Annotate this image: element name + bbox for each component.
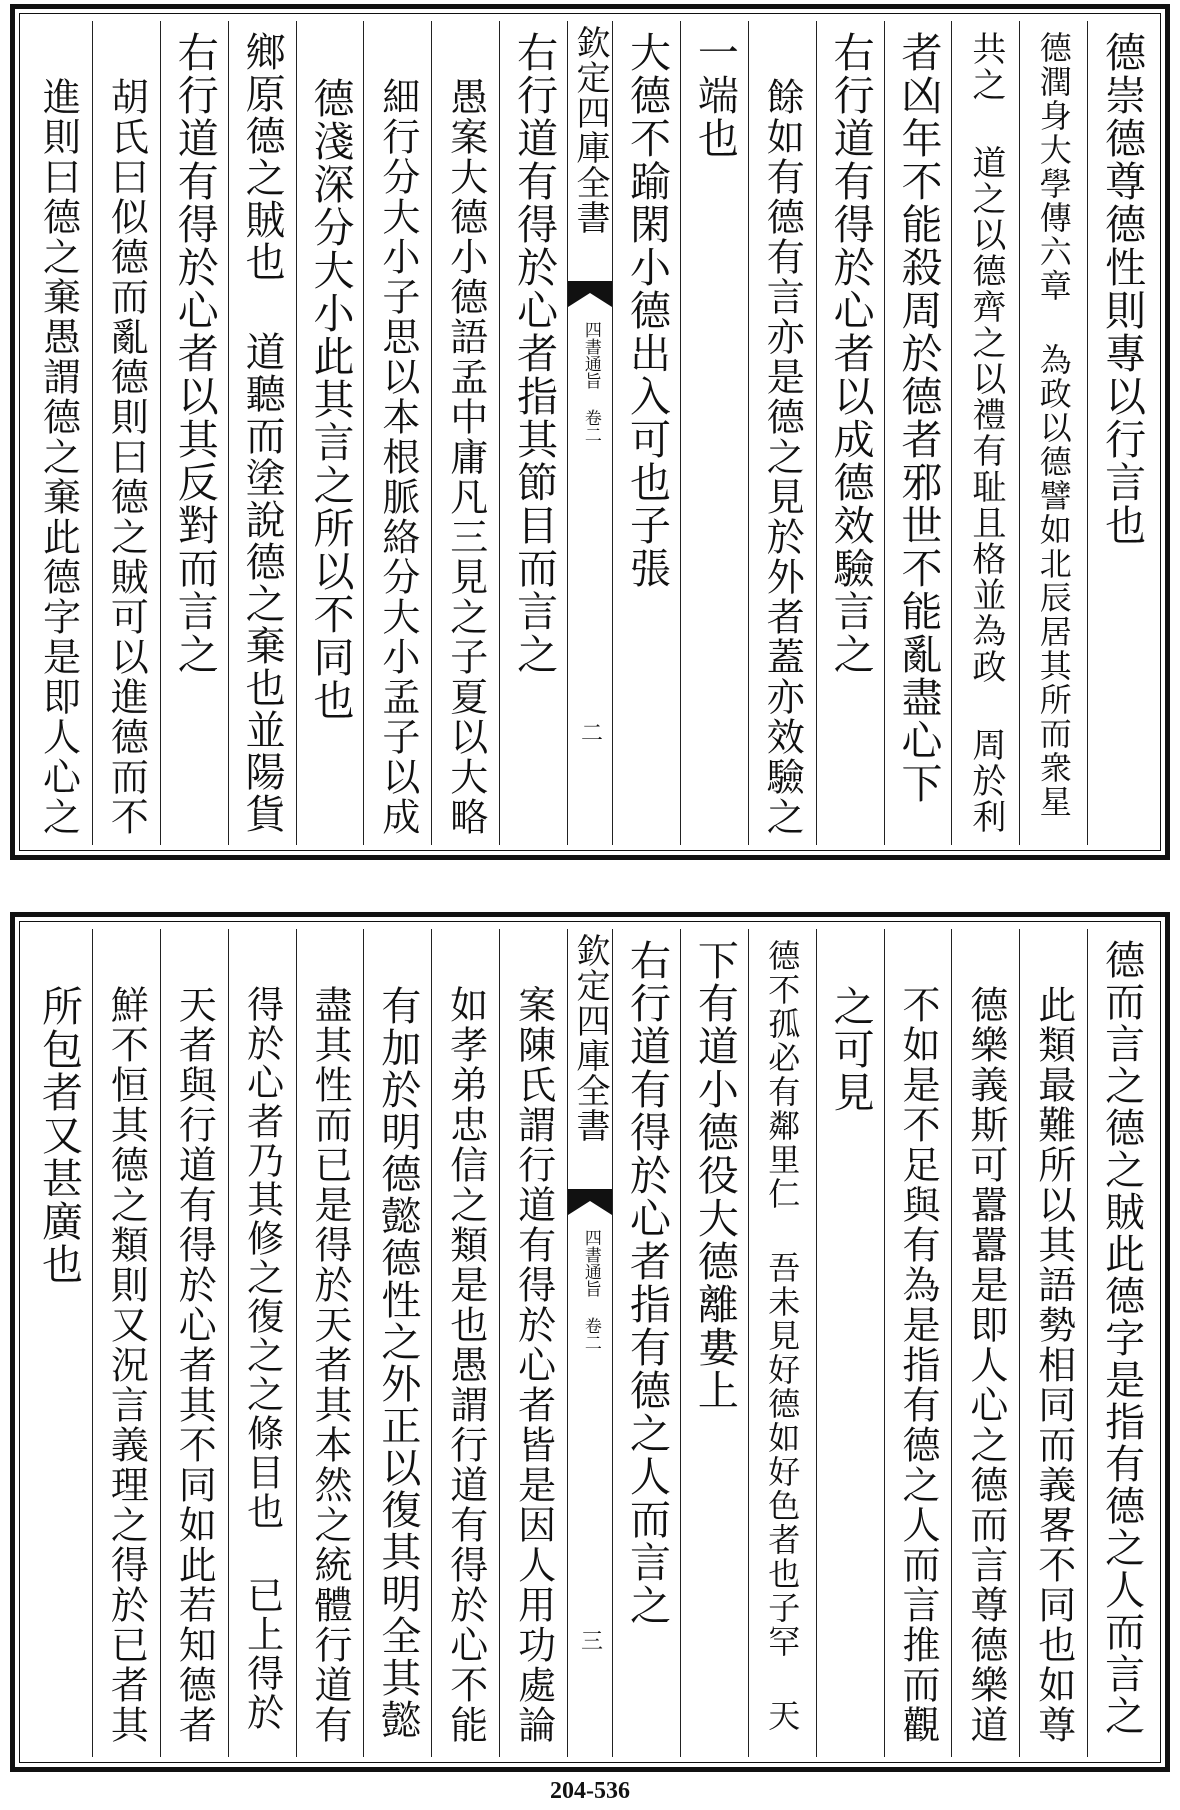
text-column xyxy=(612,21,680,845)
leaf-number: 二 xyxy=(577,721,603,743)
column-text: 一端也 xyxy=(690,31,739,160)
text-column xyxy=(296,21,364,845)
text-column xyxy=(680,929,748,1757)
book-title: 欽定四庫全書 xyxy=(570,25,610,235)
text-column xyxy=(296,929,364,1757)
center-fold xyxy=(567,929,612,1757)
text-column xyxy=(884,929,952,1757)
text-column xyxy=(1087,929,1155,1757)
text-column xyxy=(25,21,92,845)
text-column xyxy=(160,21,228,845)
column-text: 此類最難所以其語勢相同而義畧不同也如尊 xyxy=(1031,985,1076,1745)
text-column xyxy=(92,21,160,845)
column-text: 鮮不恒其德之類則又況言義理之得於已者其 xyxy=(104,985,149,1745)
bottom-page-columns xyxy=(25,929,1155,1757)
text-column xyxy=(748,929,816,1757)
text-column xyxy=(499,21,567,845)
fish-tail-mark-icon xyxy=(568,1189,612,1215)
column-text: 德而言之德之賊此德字是指有德之人而言之 xyxy=(1098,939,1145,1737)
text-column xyxy=(612,929,680,1757)
column-text: 盡其性而已是得於天者其本然之統體行道有 xyxy=(307,985,352,1745)
column-text: 德潤身大學傳六章 為政以德譬如北辰居其所而衆星 xyxy=(1034,31,1073,819)
text-column xyxy=(363,929,431,1757)
column-text: 得於心者乃其修之復之之條目也 已上得於 xyxy=(240,985,284,1732)
text-column xyxy=(25,929,92,1757)
text-column xyxy=(1019,21,1087,845)
column-text: 餘如有德有言亦是德之見於外者蓋亦效驗之 xyxy=(760,77,805,837)
text-column xyxy=(884,21,952,845)
column-text: 所包者又甚廣也 xyxy=(34,985,83,1286)
text-column xyxy=(92,929,160,1757)
text-column xyxy=(363,21,431,845)
text-column xyxy=(228,21,296,845)
text-column xyxy=(1019,929,1087,1757)
column-text: 如孝弟忠信之類是也愚謂行道有得於心不能 xyxy=(443,985,488,1745)
column-text: 下有道小德役大德離婁上 xyxy=(690,939,739,1412)
text-column xyxy=(951,929,1019,1757)
text-column xyxy=(431,21,499,845)
text-column xyxy=(816,929,884,1757)
column-text: 右行道有得於心者指其節目而言之 xyxy=(510,31,559,676)
text-column xyxy=(431,929,499,1757)
column-text: 天者與行道有得於心者其不同如此若知德者 xyxy=(172,985,217,1745)
text-column xyxy=(1087,21,1155,845)
column-text: 愚案大德小德語孟中庸凡三見之子夏以大略 xyxy=(443,77,488,837)
text-column xyxy=(499,929,567,1757)
book-title: 欽定四庫全書 xyxy=(570,933,610,1143)
top-page-columns xyxy=(25,21,1155,845)
column-text: 鄉原德之賊也 道聽而塗說德之棄也並陽貨 xyxy=(239,31,286,835)
column-text: 案陳氏謂行道有得於心者皆是因人用功處論 xyxy=(511,985,556,1745)
text-column xyxy=(160,929,228,1757)
text-column xyxy=(816,21,884,845)
column-text: 右行道有得於心者以其反對而言之 xyxy=(170,31,219,676)
page-reference-number: 204-536 xyxy=(550,1778,630,1804)
column-text: 共之 道之以德齊之以禮有耻且格並為政 周於利 xyxy=(965,31,1006,835)
top-page xyxy=(10,4,1170,860)
center-fold xyxy=(567,21,612,845)
text-column xyxy=(228,929,296,1757)
column-text: 德崇德尊德性則專以行言也 xyxy=(1098,31,1147,547)
column-text: 右行道有得於心者以成德效驗言之 xyxy=(826,31,875,676)
column-text: 胡氏曰似德而亂德則曰德之賊可以進德而不 xyxy=(104,77,149,837)
column-text: 有加於明德懿德性之外正以復其明全其懿 xyxy=(374,985,421,1741)
text-column xyxy=(748,21,816,845)
column-text: 之可見 xyxy=(826,985,875,1114)
column-text: 大德不踰閑小德出入可也子張 xyxy=(622,31,671,590)
column-text: 進則曰德之棄愚謂德之棄此德字是即人心之 xyxy=(36,77,81,837)
column-text: 細行分大小子思以本根脈絡分大小孟子以成 xyxy=(375,77,420,837)
volume-label: 四書通旨 卷二 xyxy=(580,1229,601,1351)
text-column xyxy=(951,21,1019,845)
bottom-page xyxy=(10,912,1170,1772)
volume-label: 四書通旨 卷二 xyxy=(580,321,601,443)
text-column xyxy=(680,21,748,845)
leaf-number: 三 xyxy=(577,1629,603,1651)
column-text: 右行道有得於心者指有德之人而言之 xyxy=(622,939,671,1627)
column-text: 德淺深分大小此其言之所以不同也 xyxy=(306,77,355,722)
column-text: 者凶年不能殺周於德者邪世不能亂盡心下 xyxy=(894,31,943,805)
column-text: 德樂義斯可囂囂是即人心之德而言尊德樂道 xyxy=(963,985,1008,1745)
column-text: 德不孤必有鄰里仁 吾未見好德如好色者也子罕 天 xyxy=(763,939,802,1733)
fish-tail-mark-icon xyxy=(568,281,612,307)
column-text: 不如是不足與有為是指有德之人而言推而觀 xyxy=(895,985,940,1745)
